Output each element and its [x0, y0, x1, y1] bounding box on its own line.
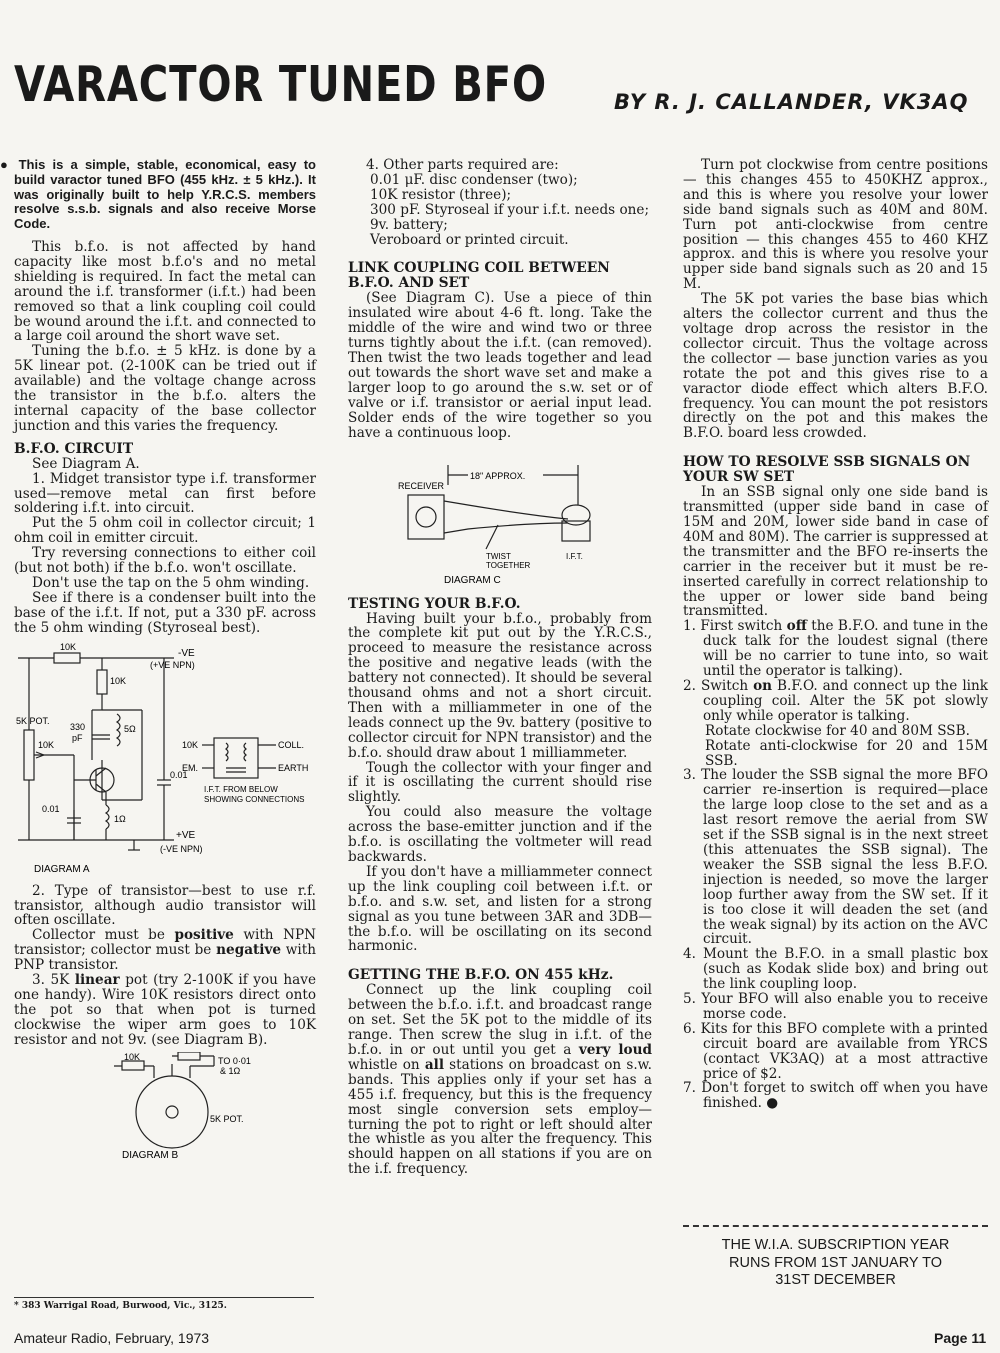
diagram-c-caption: DIAGRAM C	[444, 574, 501, 585]
list-subitem: Rotate anti-clockwise for 20 and 15M SSB.	[705, 737, 988, 769]
paragraph: Turn pot clockwise from centre positions — this changes 455 to 450KHZ approx., and this is where you resolve your lower side band signals such as 40M and 80M. Turn pot anti-clockwise from centre position — this changes 455 to 460 KHZ approx. and this is where you resolve your upper side band signals such as 20 and 15 M.	[683, 157, 988, 293]
emphasis: negative	[216, 942, 281, 959]
paragraph: See Diagram A.	[32, 455, 140, 472]
emphasis: off	[786, 618, 807, 635]
parts-item: 300 pF. Styroseal if your i.f.t. needs one;	[370, 201, 650, 218]
paragraph: Try reversing connections to either coil (but not both) if the b.f.o. won't oscillate.	[14, 545, 316, 577]
label-coil1: 1Ω	[114, 813, 126, 824]
section-heading: TESTING YOUR B.F.O.	[348, 595, 521, 612]
list-subitem: Rotate clockwise for 40 and 80M SSB.	[705, 722, 970, 739]
emphasis: positive	[174, 927, 234, 944]
label-c-twist2: TOGETHER	[486, 560, 531, 570]
paragraph: (See Diagram C). Use a piece of thin insulated wire about 4-6 ft. long. Take the middle of the wire and wind two or three turns tightly about the i.f.t. (can removed). Then twist the two leads together and lead out towards the short wave set and make a larger loop to go around the s.w. set or of valve or i.f. transistor or aerial input lead. Solder ends of the wire together so you have a continuous loop.	[348, 290, 652, 441]
paragraph	[348, 983, 652, 1177]
list-item	[683, 679, 988, 724]
label-ift-coll: COLL.	[278, 739, 305, 750]
list-item: 4. Mount the B.F.O. in a small plastic box (such as Kodak slide box) and bring out the link coupling loop.	[683, 946, 988, 993]
label-b-to: TO 0·01	[218, 1055, 251, 1066]
diagram-c	[348, 445, 648, 585]
diagram-b-caption: DIAGRAM B	[122, 1149, 179, 1161]
label-r-pot: 10K	[38, 739, 55, 750]
section-heading: GETTING THE B.F.O. ON 455 kHz.	[348, 967, 614, 984]
label-c-approx: 18" APPROX.	[470, 470, 526, 481]
intro-paragraph: ● This is a simple, stable, economical, easy to build varactor tuned BFO (455 kHz. ± 5 kHz.). It was originally built to help Y.R.C.S. members resolve s.s.b. signals and also receive Morse Code.	[0, 157, 316, 232]
article-title: VARACTOR TUNED BFO	[14, 56, 547, 113]
label-r-mid: 10K	[110, 675, 127, 686]
author-address-footnote: * 383 Warrigal Road, Burwood, Vic., 3125.	[14, 1297, 314, 1311]
diagram-a-caption: DIAGRAM A	[34, 863, 90, 875]
label-ift-b: 10K	[182, 739, 199, 750]
ift-caption-2: SHOWING CONNECTIONS	[204, 794, 305, 804]
list-item	[683, 619, 988, 679]
section-heading: LINK COUPLING COIL BETWEEN B.F.O. AND SET	[348, 260, 610, 292]
section-heading: HOW TO RESOLVE SSB SIGNALS ON YOUR SW SET	[683, 454, 971, 486]
label-ift-earth: EARTH	[278, 762, 309, 773]
notice-line: 31ST DECEMBER	[775, 1272, 896, 1288]
emphasis: linear	[74, 972, 120, 989]
label-ift-em: EM.	[182, 762, 199, 773]
column-1	[0, 157, 317, 1166]
text-run: 1. First switch	[683, 618, 783, 635]
column-2	[348, 158, 652, 1177]
list-item	[683, 1081, 988, 1111]
intro-text: This is a simple, stable, economical, easy to build varactor tuned BFO (455 kHz. ± 5 kHz.). It was originally built to help Y.R.C.S. members resolve s.s.b. signals and also receive Morse Code.	[14, 157, 316, 232]
list-item: 5. Your BFO will also enable you to receive morse code.	[683, 991, 988, 1022]
emphasis: very loud	[578, 1041, 652, 1058]
label-minus-ve: -VE	[178, 647, 195, 659]
label-b-r2	[180, 1052, 196, 1053]
label-b-pot: 5K POT.	[210, 1113, 244, 1124]
end-bullet-icon: ●	[766, 1095, 779, 1112]
ift-caption-1: I.F.T. FROM BELOW	[204, 784, 278, 794]
notice-line: RUNS FROM 1ST JANUARY TO	[729, 1254, 942, 1271]
paragraph	[14, 973, 316, 1048]
paragraph: Tuning the b.f.o. ± 5 kHz. is done by a 5K linear pot. (2-100K can be tried out if available) and the voltage change across the transistor in the b.f.o. alters the internal capacity of the base collector junction and this varies the frequency.	[14, 343, 316, 434]
paragraph	[14, 928, 316, 973]
text-run: 3. 5K	[32, 972, 70, 989]
diagram-a	[14, 640, 314, 880]
paragraph: You could also measure the voltage across the base-emitter junction and if the b.f.o. is oscillating the voltmeter will read backwards.	[348, 804, 652, 865]
parts-item: 10K resistor (three);	[370, 186, 512, 203]
text-run: 7. Don't forget to switch off when you have finished.	[683, 1080, 988, 1112]
label-b-r1: 10K	[124, 1051, 141, 1062]
paragraph: Put the 5 ohm coil in collector circuit; 1 ohm coil in emitter circuit.	[14, 515, 316, 547]
parts-item: 9v. battery;	[370, 216, 448, 233]
label-b-and: & 1Ω	[220, 1065, 241, 1076]
label-r-top: 10K	[60, 641, 77, 652]
paragraph: 2. Type of transistor—best to use r.f. transistor, although audio transistor will often oscillate.	[14, 882, 316, 929]
label-coil5: 5Ω	[124, 723, 136, 734]
label-c-receiver: RECEIVER	[398, 480, 445, 491]
paragraph: 4. Other parts required are:	[366, 157, 559, 173]
paragraph: Tough the collector with your finger and if it is oscillating the current should rise slightly.	[348, 759, 652, 806]
text-run: with PNP transistor.	[14, 942, 316, 974]
list-item: 3. The louder the SSB signal the more BFO carrier re-insertion is required—place the large loop close to the set and as a last resort remove the aerial from SW set if the SSB signal is in the next street (this attenuates the SSB signal). The weaker the SSB signal the less B.F.O. injection is needed, so move the larger loop further away from the SW set. If it is too close it will deaden the set (and the weak signal) by its action on the AVC circuit.	[683, 767, 988, 948]
paragraph: Don't use the tap on the 5 ohm winding.	[32, 575, 310, 592]
text-run: 2. Switch	[683, 678, 749, 694]
label-c001a: 0.01	[170, 769, 188, 780]
emphasis: on	[753, 678, 773, 694]
notice-line: THE W.I.A. SUBSCRIPTION YEAR	[721, 1237, 950, 1253]
section-heading: B.F.O. CIRCUIT	[14, 440, 134, 457]
column-3	[683, 158, 988, 1111]
text-run: B.F.O. and connect up the link coupling coil. Alter the 5K pot slowly only while operator is talking.	[703, 678, 989, 724]
byline: BY R. J. CALLANDER, VK3AQ	[614, 90, 969, 114]
text-run: with NPN transistor; collector must be	[14, 927, 317, 959]
subscription-notice	[683, 1225, 988, 1290]
label-pot: 5K POT.	[16, 715, 50, 726]
emphasis: all	[424, 1056, 444, 1073]
parts-item: 0.01 μF. disc condenser (two);	[370, 171, 578, 188]
paragraph: See if there is a condenser built into the base of the i.f.t. If not, put a 330 pF. across the 5 ohm winding (Styroseal best).	[14, 589, 316, 636]
label-plus-ve-npn: (+VE NPN)	[150, 659, 195, 670]
paragraph: In an SSB signal only one side band is transmitted (upper side band in case of 15M and 20M, lower side band in case of 40M and 80M). The carrier is suppressed at the transmitter and the BFO re-inserts the carrier in the receiver but it must be re-inserted carefully in correct relationship to the upper or lower side band being transmitted.	[683, 484, 988, 620]
label-c-twist1: TWIST	[486, 551, 511, 561]
label-c330: 330	[70, 721, 86, 732]
text-run: Connect up the link coupling coil between the b.f.o. i.f.t. and broadcast range on set. Set the 5K pot to the middle of its range. Then screw the slug in i.f.t. of the b.f.o. in or out until you get a	[348, 982, 652, 1058]
paragraph: If you don't have a milliammeter connect up the link coupling coil between i.f.t. or b.f.o. and s.w. set, and listen for a strong signal as you tune between 3AR and 3DB—the b.f.o. will be oscillating on its second harmonic.	[348, 863, 652, 955]
text-run: whistle on	[348, 1056, 420, 1073]
label-plus-ve: +VE	[176, 829, 196, 841]
parts-item: Veroboard or printed circuit.	[370, 231, 569, 248]
paragraph: The 5K pot varies the base bias which alters the collector current and thus the voltage drop across the resistor in the collector circuit. Thus the voltage across the collector — base junction varies as you rotate the pot and this gives rise to a varactor diode effect which alters B.F.O. frequency. You can mount the pot resistors directly on the pot and this makes the B.F.O. board less crowded.	[683, 291, 988, 442]
text-run: pot (try 2-100K if you have one handy). Wire 10K resistors direct onto the pot so that when pot is turned clockwise the wiper arm goes to 10K resistor and not 9v. (see Diagram B).	[14, 972, 317, 1048]
list-item: 6. Kits for this BFO complete with a printed circuit board are available from YRCS (contact VK3AQ) at a most attractive price of $2.	[683, 1020, 988, 1082]
text-run: Collector must be	[32, 927, 165, 944]
label-pf: pF	[72, 732, 83, 743]
text-run: the B.F.O. and tune in the duck talk for the loudest signal (there will be no carrier to tune into, so wait until the operator is talking).	[703, 618, 988, 680]
paragraph: Having built your b.f.o., probably from the complete kit put out by the Y.R.C.S., proceed to measure the resistance across the positive and negative leads (with the battery not connected). It should be several thousand ohms and not a short circuit. Then with a milliammeter in one of the leads connect up the 9v. battery (positive to collector circuit for NPN transistor) and the b.f.o. should draw about 1 milliammeter.	[348, 610, 652, 761]
label-c-ift: I.F.T.	[566, 551, 583, 561]
diagram-b	[14, 1052, 314, 1162]
paragraph: This b.f.o. is not affected by hand capacity like most b.f.o's and no metal shielding is required. In fact the metal can around the i.f. transformer (i.f.t.) had been removed so that a link coupling coil could be wound around the i.f.t. and connected to a large coil around the short wave set.	[14, 238, 316, 345]
label-minus-ve-npn: (-VE NPN)	[160, 843, 203, 854]
footer-publication: Amateur Radio, February, 1973	[14, 1330, 210, 1346]
label-c001b: 0.01	[42, 803, 60, 814]
paragraph: 1. Midget transistor type i.f. transformer used—remove metal can first before soldering i.f.t. into circuit.	[14, 470, 316, 517]
footer-page-number: Page 11	[934, 1330, 987, 1346]
text-run: stations on broadcast on s.w. bands. This applies only if your set has a 455 i.f. frequency, but this is the frequency most single conversion sets employ—turning the pot to right or left should alter the whistle as you alter the frequency. This should happen on all stations if you are on the i.f. frequency.	[348, 1056, 652, 1178]
